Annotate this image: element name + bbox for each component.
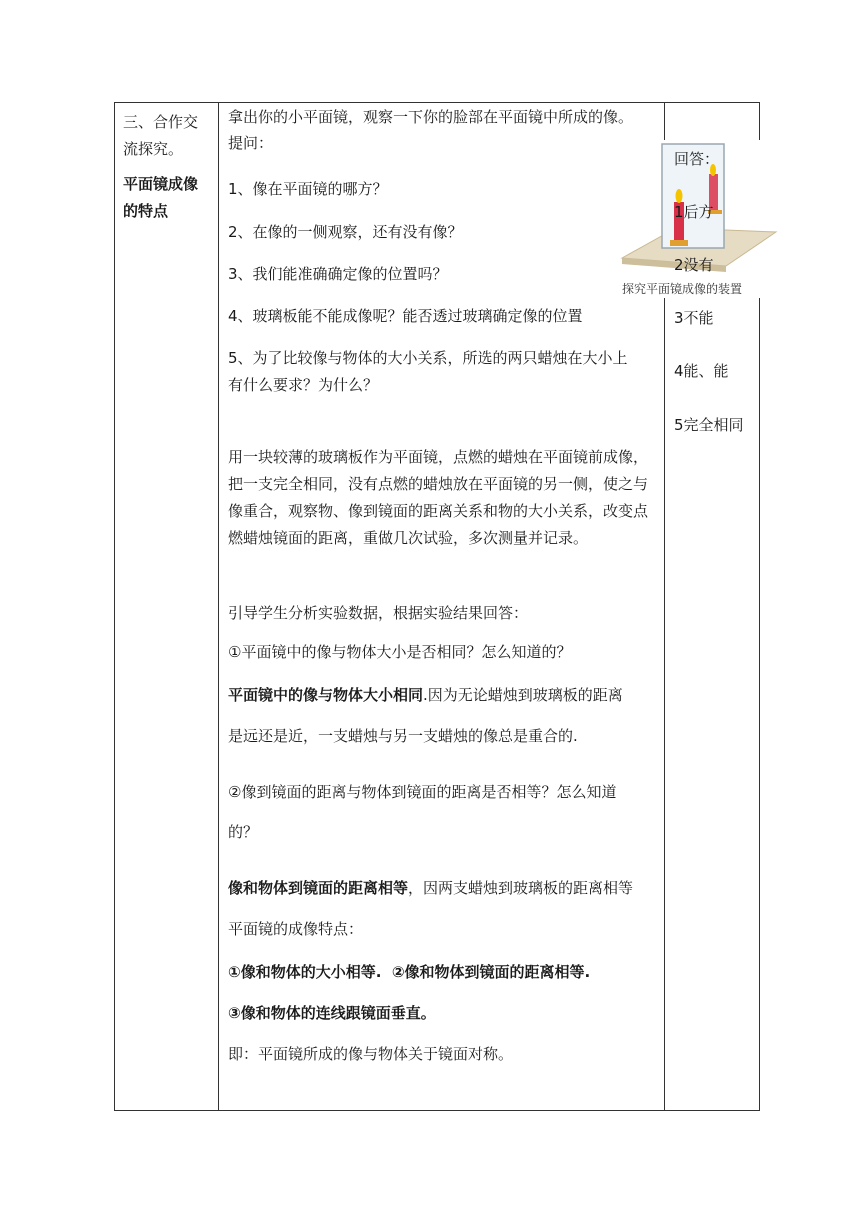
lesson-table	[114, 102, 760, 1111]
features-label: 平面镜的成像特点：	[228, 920, 364, 938]
feature-1-2	[228, 961, 590, 983]
question-4: 4、玻璃板能不能成像呢？能否透过玻璃确定像的位置	[228, 307, 583, 325]
answer-1-line2: 是远还是近，一支蜡烛与另一支蜡烛的像总是重合的.	[228, 727, 578, 745]
conclusion-text: 即：平面镜所成的像与物体关于镜面对称。	[228, 1045, 514, 1063]
question-1: 1、像在平面镜的哪方？	[228, 180, 388, 198]
question-label: 提问：	[228, 134, 274, 152]
answer-2-bold: 像和物体到镜面的距离相等	[228, 879, 409, 897]
answer-item-3: 3不能	[674, 309, 714, 327]
feature-1: ①像和物体的大小相等.	[228, 963, 382, 981]
column-divider	[218, 103, 219, 1110]
feature-3: ③像和物体的连线跟镜面垂直。	[228, 1004, 436, 1022]
answer-1-line1	[228, 684, 623, 706]
guide-text: 引导学生分析实验数据，根据实验结果回答：	[228, 604, 529, 622]
answer-2	[228, 877, 633, 899]
figure-caption: 探究平面镜成像的装置	[622, 282, 743, 296]
question-5-line1: 5、为了比较像与物体的大小关系，所选的两只蜡烛在大小上	[228, 349, 628, 367]
feature-2: ②像和物体到镜面的距离相等.	[391, 963, 591, 981]
section-column	[123, 109, 215, 225]
answer-1-rest: .因为无论蜡烛到玻璃板的距离	[423, 686, 623, 704]
question-analysis-2-line2: 的？	[228, 823, 259, 841]
answer-item-5: 5完全相同	[674, 416, 744, 434]
answer-item-1: 1后方	[674, 203, 714, 221]
intro-text: 拿出你的小平面镜，观察一下你的脸部在平面镜中所成的像。	[228, 108, 634, 126]
answer-label: 回答：	[674, 150, 720, 168]
section-heading-line1: 三、合作交	[123, 113, 199, 131]
candle-base-lit	[670, 240, 688, 246]
answer-item-4: 4能、能	[674, 362, 729, 380]
question-analysis-1: ①平面镜中的像与物体大小是否相同？怎么知道的？	[228, 643, 572, 661]
question-analysis-2-line1: ②像到镜面的距离与物体到镜面的距离是否相等？怎么知道	[228, 783, 617, 801]
question-5-line2: 有什么要求？为什么？	[228, 376, 379, 394]
answer-2-rest: ，因两支蜡烛到玻璃板的距离相等	[408, 879, 634, 897]
topic-title-line1: 平面镜成像	[123, 175, 199, 193]
question-2: 2、在像的一侧观察，还有没有像？	[228, 223, 463, 241]
section-heading-line2: 流探究。	[123, 140, 184, 158]
answer-item-2: 2没有	[674, 256, 714, 274]
answer-1-bold: 平面镜中的像与物体大小相同	[228, 686, 424, 704]
topic-title-line2: 的特点	[123, 202, 169, 220]
experiment-description: 用一块较薄的玻璃板作为平面镜，点燃的蜡烛在平面镜前成像，把一支完全相同，没有点燃的蜡烛放在平面镜的另一侧，使之与像重合，观察物、像到镜面的距离关系和物的大小关系，改变点燃蜡烛镜面的距离，重做几次试验，多次测量并记录。	[228, 448, 649, 547]
question-3: 3、我们能准确确定像的位置吗？	[228, 265, 448, 283]
